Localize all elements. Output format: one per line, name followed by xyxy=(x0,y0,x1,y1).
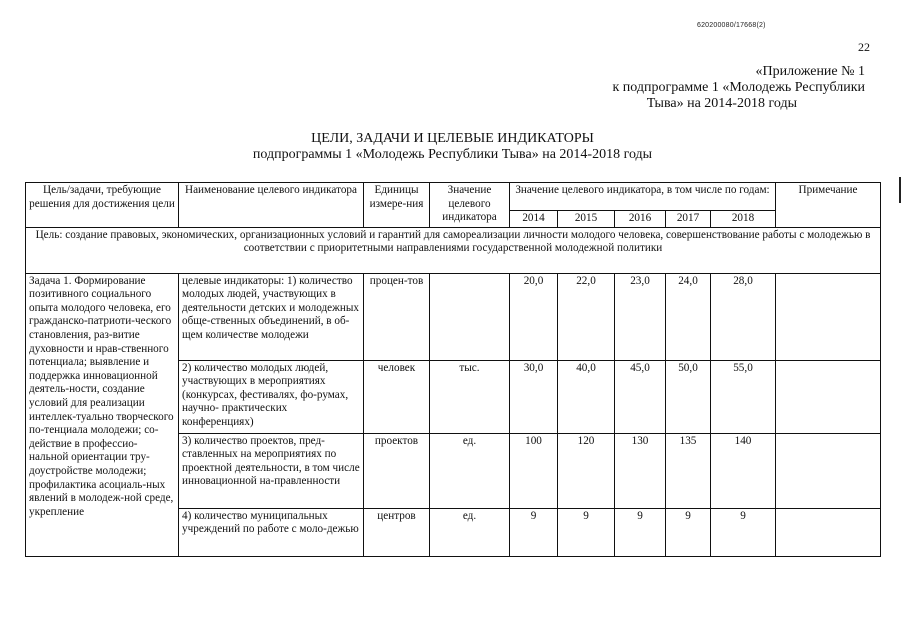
document-id: 620200080/17668(2) xyxy=(697,22,766,29)
page-number: 22 xyxy=(858,40,870,54)
indicator-note xyxy=(776,273,881,360)
value-2017: 135 xyxy=(666,433,711,508)
document-title xyxy=(0,131,905,163)
value-2015: 120 xyxy=(558,433,615,508)
header-indicator-name: Наименование целевого индикатора xyxy=(179,183,364,228)
indicator-name: 4) количество муниципальных учреждений по работе с моло-дежью xyxy=(179,508,364,556)
indicator-note xyxy=(776,433,881,508)
appendix-reference xyxy=(545,64,865,112)
value-2015: 22,0 xyxy=(558,273,615,360)
value-2014: 100 xyxy=(510,433,558,508)
task-text: Задача 1. Формирование позитивного социального опыта молодого человека, его гражданско-патриоти-ческого становления, раз-витие духовности и нрав-ственного потенциала; выявление и поддержка инновационной деятель-ности, создание условий для реализации интеллек-туально творческого по-тенциала молодежи; со-действие в профессио-нальной ориентации тру-доустройстве молодежи; профилактика асоциаль-ных явлений в молодеж-ной среде, укрепление xyxy=(26,273,179,556)
indicator-name: целевые индикаторы: 1) количество молодых людей, участвующих в деятельности детских и молодежных обще-ственных объединений, в об-щем количестве молодежи xyxy=(179,273,364,360)
value-2016: 9 xyxy=(615,508,666,556)
scan-mark xyxy=(899,177,901,203)
header-goals: Цель/задачи, требующие решения для достижения цели xyxy=(26,183,179,228)
header-units: Единицы измере-ния xyxy=(364,183,430,228)
value-2015: 40,0 xyxy=(558,360,615,433)
value-2014: 9 xyxy=(510,508,558,556)
indicator-value xyxy=(430,273,510,360)
value-2016: 23,0 xyxy=(615,273,666,360)
goal-row xyxy=(26,227,881,273)
value-2016: 45,0 xyxy=(615,360,666,433)
indicator-name: 2) количество молодых людей, участвующих в мероприятиях (конкурсах, фестивалях, фо-румах, научно- практических конференциях) xyxy=(179,360,364,433)
value-2018: 140 xyxy=(711,433,776,508)
appendix-line-1: «Приложение № 1 xyxy=(755,64,865,79)
value-2014: 20,0 xyxy=(510,273,558,360)
indicator-note xyxy=(776,508,881,556)
value-2017: 9 xyxy=(666,508,711,556)
indicator-note xyxy=(776,360,881,433)
indicator-name: 3) количество проектов, пред-ставленных на мероприятиях по проектной деятельности, в том числе инновационной на-правленности xyxy=(179,433,364,508)
value-2017: 50,0 xyxy=(666,360,711,433)
value-2018: 9 xyxy=(711,508,776,556)
value-2018: 28,0 xyxy=(711,273,776,360)
indicator-value: тыс. xyxy=(430,360,510,433)
header-indicator-value: Значение целевого индикатора xyxy=(430,183,510,228)
indicator-unit: центров xyxy=(364,508,430,556)
table-row xyxy=(26,273,881,360)
header-year-2015: 2015 xyxy=(558,211,615,228)
header-year-2018: 2018 xyxy=(711,211,776,228)
value-2015: 9 xyxy=(558,508,615,556)
value-2018: 55,0 xyxy=(711,360,776,433)
indicators-table xyxy=(25,182,881,557)
goal-text: Цель: создание правовых, экономических, организационных условий и гарантий для самореализации личности молодого человека, совершенствование работы с молодежью в соответствии с приоритетными направлениями государственной молодежной политики xyxy=(26,227,881,273)
appendix-line-3: Тыва» на 2014-2018 годы xyxy=(646,96,797,111)
header-year-2017: 2017 xyxy=(666,211,711,228)
value-2014: 30,0 xyxy=(510,360,558,433)
indicator-value: ед. xyxy=(430,433,510,508)
value-2017: 24,0 xyxy=(666,273,711,360)
header-year-2016: 2016 xyxy=(615,211,666,228)
title-line-2: подпрограммы 1 «Молодежь Республики Тыва» на 2014-2018 годы xyxy=(252,147,653,162)
indicator-unit: проектов xyxy=(364,433,430,508)
header-value-by-year: Значение целевого индикатора, в том числе по годам: xyxy=(510,183,776,211)
indicator-unit: процен-тов xyxy=(364,273,430,360)
header-year-2014: 2014 xyxy=(510,211,558,228)
title-line-1: ЦЕЛИ, ЗАДАЧИ И ЦЕЛЕВЫЕ ИНДИКАТОРЫ xyxy=(311,131,594,146)
appendix-line-2: к подпрограмме 1 «Молодежь Республики xyxy=(612,80,865,95)
indicator-value: ед. xyxy=(430,508,510,556)
header-note: Примечание xyxy=(776,183,881,228)
value-2016: 130 xyxy=(615,433,666,508)
table-header-row xyxy=(26,183,881,211)
indicator-unit: человек xyxy=(364,360,430,433)
